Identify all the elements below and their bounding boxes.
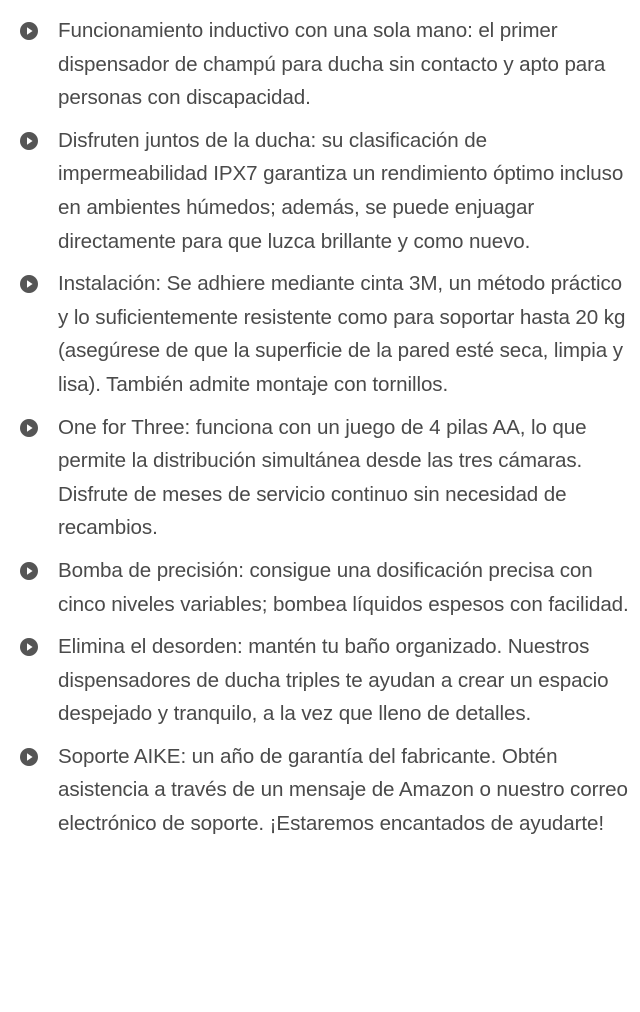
play-circle-icon <box>20 562 38 580</box>
list-item <box>0 124 640 258</box>
list-item-text: Bomba de precisión: consigue una dosificación precisa con cinco niveles variables; bombea líquidos espesos con facilidad. <box>58 558 629 616</box>
play-circle-icon <box>20 638 38 656</box>
play-circle-icon <box>20 132 38 150</box>
play-circle-icon <box>20 748 38 766</box>
play-circle-icon <box>20 419 38 437</box>
list-item-text: One for Three: funciona con un juego de 4 pilas AA, lo que permite la distribución simultánea desde las tres cámaras. Disfrute de meses de servicio continuo sin necesidad de recambios. <box>58 415 587 540</box>
list-item <box>0 630 640 731</box>
list-item-text: Funcionamiento inductivo con una sola mano: el primer dispensador de champú para ducha sin contacto y apto para personas con discapacidad. <box>58 19 606 110</box>
play-circle-icon <box>20 22 38 40</box>
list-item-text: Instalación: Se adhiere mediante cinta 3M, un método práctico y lo suficientemente resistente como para soportar hasta 20 kg (asegúrese de que la superficie de la pared esté seca, limpia y lisa). También admite montaje con tornillos. <box>58 272 626 396</box>
list-item <box>0 411 640 545</box>
list-item-text: Soporte AIKE: un año de garantía del fabricante. Obtén asistencia a través de un mensaje de Amazon o nuestro correo electrónico de soporte. ¡Estaremos encantados de ayudarte! <box>58 744 628 836</box>
play-circle-icon <box>20 275 38 293</box>
list-item <box>0 14 640 115</box>
list-item <box>0 554 640 621</box>
list-item-text: Elimina el desorden: mantén tu baño organizado. Nuestros dispensadores de ducha triples te ayudan a crear un espacio despejado y tranquilo, a la vez que lleno de detalles. <box>58 635 609 726</box>
list-item <box>0 267 640 401</box>
list-item <box>0 740 640 841</box>
list-item-text: Disfruten juntos de la ducha: su clasificación de impermeabilidad IPX7 garantiza un rendimiento óptimo incluso en ambientes húmedos; además, se puede enjuagar directamente para que luzca brillante y como nuevo. <box>58 128 624 253</box>
